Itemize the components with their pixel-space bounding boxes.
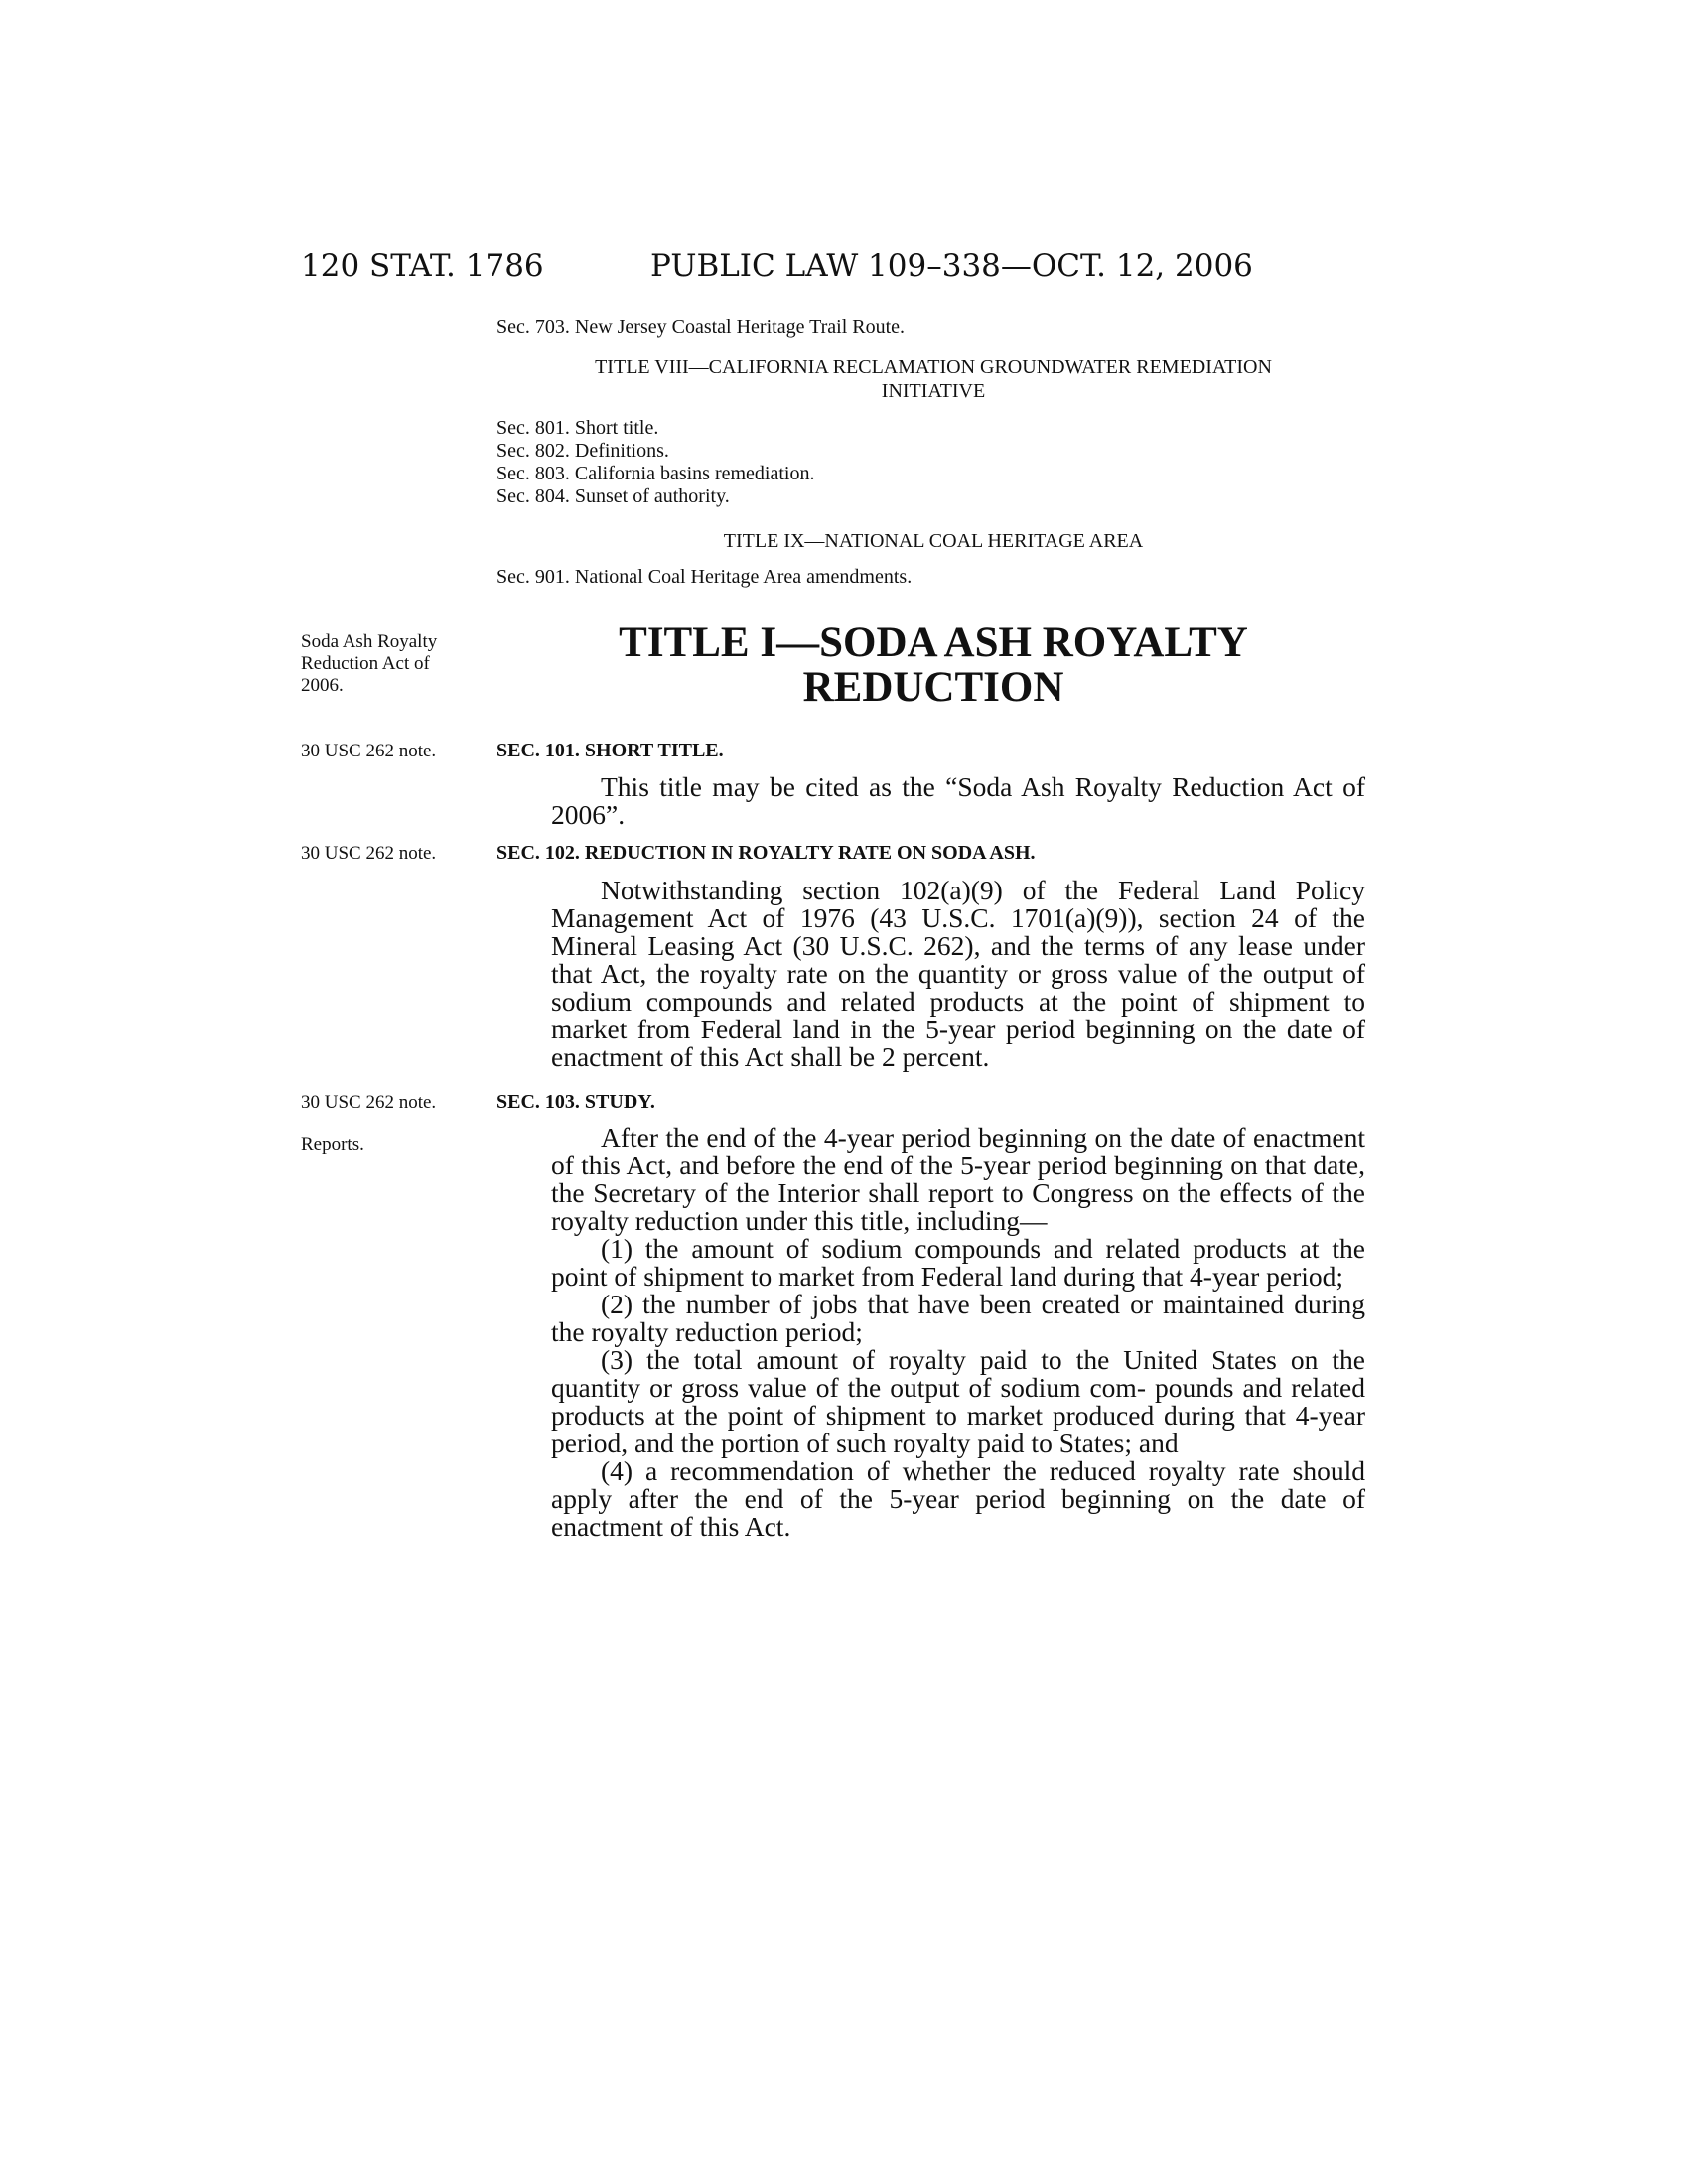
margin-note-line: 2006.	[301, 675, 344, 696]
sec-103-body	[551, 1124, 1365, 1541]
sec-103-item-2: (2) the number of jobs that have been created or maintained during the royalty reduction period;	[551, 1289, 1365, 1347]
margin-note-act-name	[301, 631, 470, 697]
title-i-heading	[556, 620, 1311, 710]
title-i-line1: TITLE I—SODA ASH ROYALTY	[619, 619, 1248, 666]
toc-sec-901: Sec. 901. National Coal Heritage Area amendments.	[496, 566, 913, 588]
sec-102-body	[551, 877, 1365, 1071]
margin-note-usc-101: 30 USC 262 note.	[301, 741, 437, 761]
stat-reference: 120 STAT. 1786	[301, 248, 544, 284]
margin-note-line: Reduction Act of	[301, 653, 430, 674]
title-i-line2: REDUCTION	[802, 664, 1064, 711]
margin-note-reports: Reports.	[301, 1134, 364, 1155]
sec-101-heading: SEC. 101. SHORT TITLE.	[496, 740, 724, 761]
sec-103-intro: After the end of the 4-year period beginning on the date of enactment of this Act, and before the end of the 5-year period beginning on that date, the Secretary of the Interior shall report to Congress on the effects of the royalty reduction under this title, including—	[551, 1122, 1365, 1236]
sec-101-body	[551, 773, 1365, 829]
sec-102-heading: SEC. 102. REDUCTION IN ROYALTY RATE ON SODA ASH.	[496, 842, 1036, 864]
sec-103-item-4: (4) a recommendation of whether the reduced royalty rate should apply after the end of the 5-year period beginning on the date of enactment of this Act.	[551, 1455, 1365, 1542]
toc-title-viii	[496, 355, 1370, 403]
margin-note-usc-102: 30 USC 262 note.	[301, 843, 437, 864]
toc-sec-803: Sec. 803. California basins remediation.	[496, 463, 815, 484]
toc-sec-801: Sec. 801. Short title.	[496, 417, 659, 439]
toc-sec-804: Sec. 804. Sunset of authority.	[496, 485, 730, 507]
law-reference: PUBLIC LAW 109–338—OCT. 12, 2006	[650, 248, 1253, 284]
margin-note-line: Soda Ash Royalty	[301, 631, 438, 652]
sec-103-item-3: (3) the total amount of royalty paid to the United States on the quantity or gross value of the output of sodium com- pounds and related products at the point of shipment to market produced during that 4-year period, and the portion of such royalty paid to States; and	[551, 1344, 1365, 1458]
margin-note-usc-103: 30 USC 262 note.	[301, 1092, 437, 1113]
toc-sec-802: Sec. 802. Definitions.	[496, 440, 669, 462]
toc-title-viii-line1: TITLE VIII—CALIFORNIA RECLAMATION GROUNDWATER REMEDIATION	[595, 356, 1272, 378]
toc-sec-703: Sec. 703. New Jersey Coastal Heritage Trail Route.	[496, 316, 906, 338]
sec-102-text: Notwithstanding section 102(a)(9) of the Federal Land Policy Management Act of 1976 (43 U.S.C. 1701(a)(9)), section 24 of the Mineral Leasing Act (30 U.S.C. 262), and the terms of any lease under that Act, the royalty rate on the quantity or gross value of the output of sodium compounds and related products at the point of shipment to market from Federal land in the 5-year period beginning on the date of enactment of this Act shall be 2 percent.	[551, 875, 1365, 1072]
sec-103-item-1: (1) the amount of sodium compounds and related products at the point of shipment to market from Federal land during that 4-year period;	[551, 1233, 1365, 1292]
sec-101-text: This title may be cited as the “Soda Ash Royalty Reduction Act of 2006”.	[551, 771, 1365, 830]
toc-title-ix: TITLE IX—NATIONAL COAL HERITAGE AREA	[723, 530, 1144, 552]
sec-103-heading: SEC. 103. STUDY.	[496, 1091, 655, 1113]
toc-title-viii-line2: INITIATIVE	[881, 380, 986, 402]
toc-title-viii-sections	[496, 417, 814, 508]
